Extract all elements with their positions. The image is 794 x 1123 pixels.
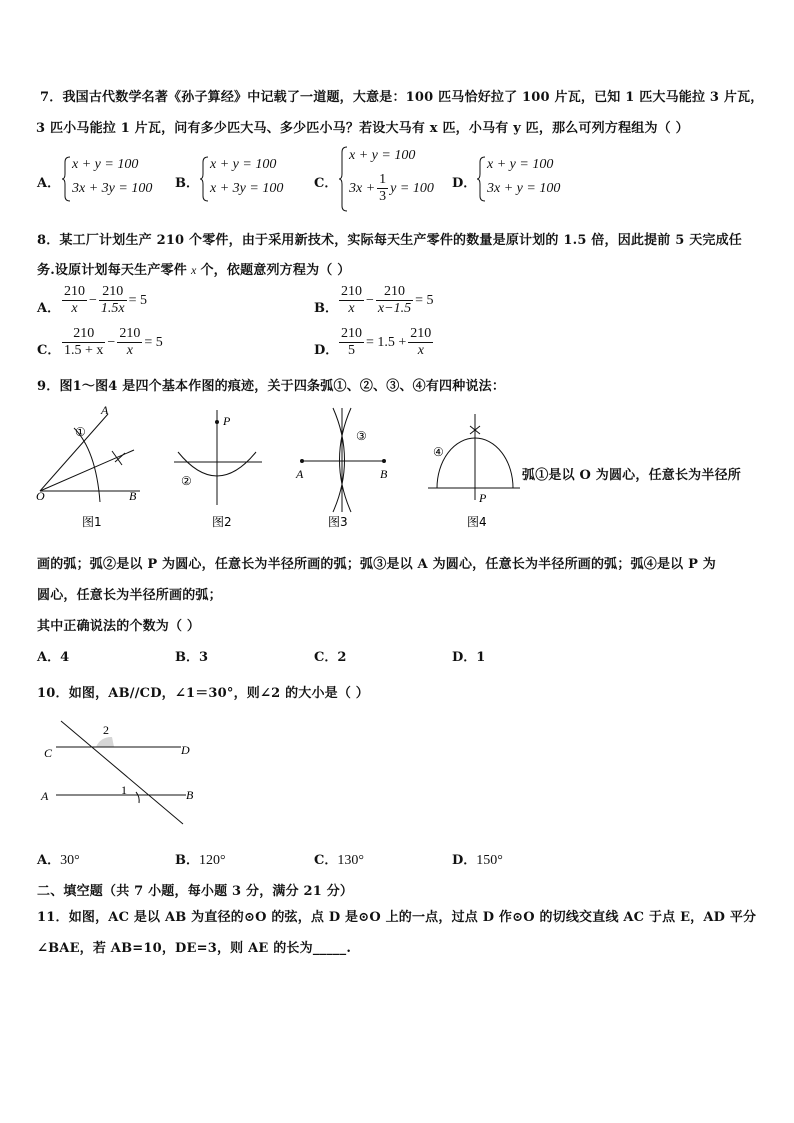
- q8-b-frac1-num: 210: [341, 284, 362, 299]
- q7-option-a-label: A．: [37, 176, 61, 191]
- q8-option-b-equation: [339, 284, 433, 317]
- brace-icon: [477, 156, 487, 202]
- q7-b-row2: x + 3y = 100: [210, 181, 284, 196]
- q9-option-d-label: D．: [452, 650, 477, 665]
- q10-option-b-label: B．: [175, 853, 199, 868]
- q10-figure: [36, 716, 206, 828]
- q9-option-d: [452, 646, 485, 665]
- q9-line2: 画的弧；弧②是以 P 为圆心，任意长为半径所画的弧；弧③是以 A 为圆心，任意长为半径所画的弧；弧④是以 P 为: [37, 557, 716, 572]
- q9-fig1-label-o: O: [36, 489, 45, 503]
- q7-line1: 7．我国古代数学名著《孙子算经》中记载了一道题，大意是：100 匹马恰好拉了 100 片瓦，已知 1 匹大马能拉 3 片瓦，: [40, 90, 764, 105]
- q10-option-a-value: 30°: [60, 853, 80, 868]
- q8-a-operator: −: [89, 292, 97, 308]
- q8-b-operator: −: [366, 292, 374, 308]
- q9-option-a-label: A．: [37, 650, 61, 665]
- q7-c-frac-den: 3: [379, 189, 387, 204]
- q10-option-c-label: C．: [314, 853, 338, 868]
- q8-c-frac1-den: 1.5 + x: [64, 343, 104, 358]
- q9-option-c-value: 2: [337, 650, 347, 665]
- q7-b-row1: x + y = 100: [210, 157, 277, 172]
- q8-b-rhs: = 5: [415, 292, 434, 308]
- q8-line2-b: 个，依题意列方程为（ ）: [200, 263, 351, 278]
- q8-c-frac2-num: 210: [119, 326, 141, 341]
- q8-line2: [37, 259, 350, 278]
- q9-figure-4: [428, 414, 520, 529]
- q8-variable-x: x: [190, 263, 197, 277]
- q7-line2: 3 匹小马能拉 1 片瓦，问有多少匹大马、多少匹小马？若设大马有 x 匹，小马有 y 匹，那么可列方程组为（ ）: [36, 121, 689, 136]
- q8-option-b-label: B．: [314, 301, 338, 316]
- q8-c-frac1: [62, 326, 105, 359]
- q9-option-b: [175, 646, 208, 665]
- q7-option-c-label: C．: [314, 176, 338, 191]
- q7-c-frac-num: 1: [379, 172, 387, 187]
- q9-line1: 9．图1～图4 是四个基本作图的痕迹，关于四条弧①、②、③、④有四种说法：: [37, 379, 506, 394]
- q10-option-d-value: 150°: [476, 853, 503, 868]
- q8-b-frac2-den: x−1.5: [377, 301, 412, 316]
- q9-option-c: [314, 646, 346, 665]
- q7-option-d-label: D．: [452, 176, 477, 191]
- q9-side-text: 弧①是以 O 为圆心，任意长为半径所: [522, 468, 741, 483]
- q8-c-frac2: [117, 326, 142, 359]
- q8-a-frac1: [62, 284, 87, 317]
- q8-option-c-equation: [62, 326, 163, 359]
- q8-line1: 8．某工厂计划生产 210 个零件，由于采用新技术，实际每天生产零件的数量是原计划的 1.5 倍，因此提前 5 天完成任: [37, 233, 742, 248]
- q9-figure-3: [295, 408, 388, 529]
- q10-label-d: D: [181, 743, 190, 757]
- q10-option-d-label: D．: [452, 853, 477, 868]
- q9-option-a-value: 4: [60, 650, 70, 665]
- q7-c-fraction: [377, 172, 388, 205]
- q9-fig1-caption: 图1: [82, 515, 102, 529]
- q9-line3: 圆心，任意长为半径所画的弧；: [37, 588, 222, 603]
- q7-d-row2: 3x + y = 100: [487, 181, 561, 196]
- q8-a-frac1-den: x: [71, 301, 78, 316]
- q9-fig4-caption: 图4: [467, 515, 487, 529]
- q10-option-a: [37, 849, 80, 869]
- q7-a-row2: 3x + 3y = 100: [72, 181, 153, 196]
- q9-option-b-value: 3: [199, 650, 209, 665]
- q9-fig3-caption: 图3: [328, 515, 348, 529]
- q10-option-c-value: 130°: [337, 853, 364, 868]
- q8-a-frac2-den: 1.5x: [100, 301, 125, 316]
- q8-option-d-label: D．: [314, 343, 339, 358]
- q8-option-d-equation: [339, 326, 433, 359]
- section-2-title: 二、填空题（共 7 小题，每小题 3 分，满分 21 分）: [37, 884, 354, 899]
- q10-option-b-value: 120°: [199, 853, 226, 868]
- q8-d-frac2-den: x: [417, 343, 424, 358]
- q8-c-operator: −: [107, 334, 116, 350]
- q9-fig3-label-arc: ③: [356, 429, 367, 443]
- q9-fig3-label-a: A: [296, 467, 304, 481]
- q10-line1: 10．如图，AB//CD，∠1＝30°，则∠2 的大小是（ ）: [37, 686, 369, 701]
- q9-figure-1: [36, 403, 140, 529]
- q8-b-frac2: [376, 284, 413, 317]
- q8-d-operator: = 1.5 +: [366, 334, 407, 350]
- q10-label-a: A: [41, 789, 49, 803]
- brace-icon: [200, 156, 210, 202]
- q8-c-rhs: = 5: [144, 334, 163, 350]
- q8-c-frac2-den: x: [126, 343, 133, 358]
- q8-b-frac1: [339, 284, 364, 317]
- q8-d-frac2-num: 210: [410, 326, 432, 341]
- q7-c-row2-post: y = 100: [390, 180, 434, 196]
- q7-a-row1: x + y = 100: [72, 157, 139, 172]
- q7-d-row1: x + y = 100: [487, 157, 554, 172]
- q9-fig1-label-arc: ①: [75, 425, 86, 439]
- q9-fig1-label-a: A: [101, 403, 109, 417]
- q8-b-frac2-num: 210: [376, 284, 413, 301]
- q9-fig4-label-arc: ④: [433, 445, 444, 459]
- q10-option-a-label: A．: [37, 853, 61, 868]
- q8-d-frac2: [408, 326, 433, 359]
- q8-a-frac1-num: 210: [64, 284, 85, 299]
- q10-label-angle-1: 1: [121, 783, 127, 797]
- q8-d-frac1-num: 210: [341, 326, 362, 341]
- q7-c-row2: [349, 172, 434, 205]
- q8-b-frac1-den: x: [348, 301, 355, 316]
- q10-label-b: B: [186, 788, 194, 802]
- q10-label-angle-2: 2: [103, 723, 109, 737]
- q9-figure-2: [174, 410, 262, 529]
- q9-fig2-caption: 图2: [212, 515, 232, 529]
- q9-fig1-label-b: B: [129, 489, 137, 503]
- brace-icon: [339, 146, 349, 212]
- q9-fig2-label-arc: ②: [181, 474, 192, 488]
- q9-option-a: [37, 646, 69, 665]
- q10-label-c: C: [44, 746, 53, 760]
- q9-option-b-label: B．: [175, 650, 199, 665]
- q11-line2: ∠BAE，若 AB=10，DE=3，则 AE 的长为_____.: [37, 941, 352, 956]
- q11-line1: 11．如图，AC 是以 AB 为直径的⊙O 的弦，点 D 是⊙O 上的一点，过点 D 作⊙O 的切线交直线 AC 于点 E，AD 平分: [37, 910, 757, 925]
- q7-c-row1: x + y = 100: [349, 148, 416, 163]
- q7-option-b-label: B．: [175, 176, 199, 191]
- q8-option-a-label: A．: [37, 301, 61, 316]
- brace-icon: [62, 156, 72, 202]
- q9-option-c-label: C．: [314, 650, 338, 665]
- q9-fig4-label-p: P: [479, 491, 487, 505]
- q8-d-frac1: [339, 326, 364, 359]
- q8-a-frac2: [99, 284, 127, 317]
- q9-line4: 其中正确说法的个数为（ ）: [37, 619, 201, 634]
- q8-option-c-label: C．: [37, 343, 61, 358]
- q8-a-frac2-num: 210: [99, 284, 127, 301]
- q8-line2-a: 务.设原计划每天生产零件: [37, 263, 187, 278]
- q7-c-row2-pre: 3x +: [349, 180, 376, 196]
- q10-option-d: [452, 849, 503, 869]
- q8-a-rhs: = 5: [128, 292, 148, 308]
- q9-fig2-label-p: P: [223, 414, 231, 428]
- q8-c-frac1-num: 210: [62, 326, 105, 343]
- q9-option-d-value: 1: [476, 650, 486, 665]
- q9-fig3-label-b: B: [380, 467, 388, 481]
- q10-option-b: [175, 849, 226, 869]
- q8-d-frac1-den: 5: [348, 343, 355, 358]
- q8-option-a-equation: [62, 284, 147, 317]
- q9-figures: [30, 400, 520, 540]
- q10-option-c: [314, 849, 364, 869]
